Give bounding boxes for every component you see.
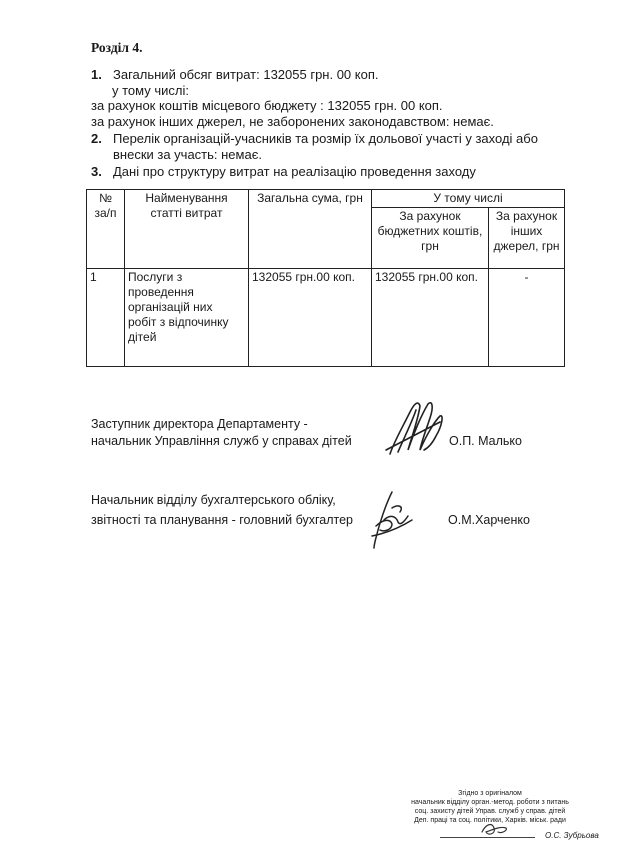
stamp-name: О.С. Зубрьова bbox=[545, 831, 599, 840]
row-budget-funds: 132055 грн.00 коп. bbox=[372, 269, 489, 367]
item-2-text-line2: внески за участь: немає. bbox=[113, 147, 262, 162]
header-including: У тому числі bbox=[372, 190, 565, 208]
signatory-1-name: О.П. Малько bbox=[449, 434, 522, 448]
item-2-text-line1: Перелік організацій-учасників та розмір їх дольової участі у заході або bbox=[113, 131, 538, 146]
stamp-signature-handwritten bbox=[478, 818, 512, 840]
header-other-sources: За рахунок інших джерел, грн bbox=[489, 208, 565, 269]
signature-1-handwritten bbox=[380, 392, 450, 464]
signatory-1-title-line2: начальник Управління служб у справах дітей bbox=[91, 434, 352, 448]
item-3-number: 3. bbox=[91, 164, 102, 179]
row-total-sum: 132055 грн.00 коп. bbox=[249, 269, 372, 367]
signatory-2-title-line1: Начальник відділу бухгалтерського обліку, bbox=[91, 493, 336, 507]
signatory-2-title-line2: звітності та планування - головний бухгалтер bbox=[91, 513, 353, 527]
item-2-number: 2. bbox=[91, 131, 102, 146]
stamp-line-4: Деп. праці та соц. політики, Харків. міськ. ради bbox=[414, 817, 566, 824]
row-other-sources: - bbox=[489, 269, 565, 367]
row-number: 1 bbox=[87, 269, 125, 367]
expense-structure-table bbox=[86, 189, 565, 367]
item-3-text: Дані про структуру витрат на реалізацію проведення заходу bbox=[113, 164, 476, 179]
table-header-row bbox=[87, 190, 565, 208]
signatory-2-name: О.М.Харченко bbox=[448, 513, 530, 527]
item-3 bbox=[91, 164, 476, 180]
header-budget-funds: За рахунок бюджетних коштів, грн bbox=[372, 208, 489, 269]
item-1-subheading: у тому числі: bbox=[112, 83, 189, 98]
stamp-line-1: Згідно з оригіналом bbox=[458, 790, 522, 797]
item-1-number: 1. bbox=[91, 67, 102, 82]
item-1-other-sources: за рахунок інших джерел, не заборонених законодавством: немає. bbox=[91, 114, 494, 129]
stamp-line-3: соц. захисту дітей Управ. служб у справ. дітей bbox=[414, 808, 566, 815]
stamp-line-2: начальник відділу орган.-метод. роботи з питань bbox=[411, 799, 569, 806]
item-1 bbox=[91, 67, 379, 83]
row-item-name: Послуги з проведення організацій них робіт з відпочинку дітей bbox=[125, 269, 249, 367]
section-title: Розділ 4. bbox=[91, 40, 143, 55]
item-1-text: Загальний обсяг витрат: 132055 грн. 00 коп. bbox=[113, 67, 379, 82]
header-total-sum: Загальна сума, грн bbox=[249, 190, 372, 269]
table-row bbox=[87, 269, 565, 367]
signatory-1-title-line1: Заступник директора Департаменту - bbox=[91, 417, 308, 431]
signature-2-handwritten bbox=[362, 486, 422, 552]
header-number: № за/п bbox=[87, 190, 125, 269]
item-1-local-budget: за рахунок коштів місцевого бюджету : 132055 грн. 00 коп. bbox=[91, 98, 443, 113]
item-2 bbox=[91, 131, 538, 147]
header-item-name: Найменування статті витрат bbox=[125, 190, 249, 269]
